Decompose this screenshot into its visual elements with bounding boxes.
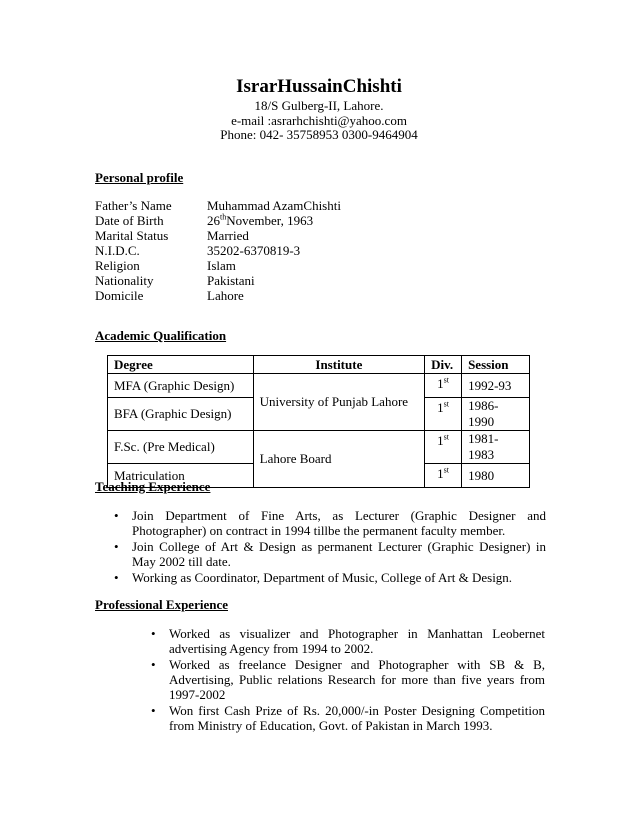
- profile-label: N.I.D.C.: [95, 243, 140, 258]
- list-item-text: Join College of Art & Design as permanent Lecturer (Graphic Designer) in May 2002 till date.: [132, 539, 546, 569]
- profile-value: Islam: [207, 258, 236, 273]
- column-header-institute: Institute: [253, 356, 424, 374]
- column-header-session: Session: [462, 356, 530, 374]
- bullet-icon: •: [114, 508, 119, 523]
- bullet-icon: •: [114, 570, 119, 585]
- profile-label: Religion: [95, 258, 140, 273]
- profile-value: Pakistani: [207, 273, 255, 288]
- list-item: [147, 703, 545, 733]
- div-suffix: st: [443, 399, 449, 409]
- bullet-icon: •: [114, 539, 119, 554]
- list-item: [110, 508, 546, 538]
- email-line: e-mail :asrarhchishti@yahoo.com: [231, 113, 407, 128]
- div-value: 1: [437, 400, 444, 415]
- teaching-heading: Teaching Experience: [95, 479, 211, 494]
- degree-cell: Matriculation: [108, 464, 254, 488]
- div-suffix: st: [443, 432, 449, 442]
- bullet-icon: •: [151, 626, 156, 641]
- degree-cell: F.Sc. (Pre Medical): [108, 431, 254, 464]
- table-row: [108, 431, 530, 464]
- degree-cell: BFA (Graphic Design): [108, 398, 254, 431]
- bullet-icon: •: [151, 657, 156, 672]
- list-item-text: Won first Cash Prize of Rs. 20,000/-in Poster Designing Competition from Ministry of Education, Govt. of Pakistan in March 1993.: [169, 703, 545, 733]
- list-item: [147, 626, 545, 656]
- profile-label: Date of Birth: [95, 213, 164, 228]
- degree-cell: MFA (Graphic Design): [108, 374, 254, 398]
- bullet-icon: •: [151, 703, 156, 718]
- list-item: [110, 539, 546, 569]
- div-cell: [425, 464, 462, 488]
- table-row: [108, 374, 530, 398]
- address-line: 18/S Gulberg-II, Lahore.: [254, 98, 384, 113]
- institute-cell: University of Punjab Lahore: [253, 374, 424, 431]
- academic-table: [107, 355, 530, 488]
- div-suffix: st: [443, 375, 449, 385]
- column-header-degree: Degree: [108, 356, 254, 374]
- profile-value: Muhammad AzamChishti: [207, 198, 341, 213]
- session-cell: 1980: [462, 464, 530, 488]
- profile-value-dob: [207, 213, 313, 228]
- profile-value: Married: [207, 228, 249, 243]
- personal-profile-heading: Personal profile: [95, 170, 184, 185]
- profile-label: Father’s Name: [95, 198, 172, 213]
- table-header-row: [108, 356, 530, 374]
- div-value: 1: [437, 466, 444, 481]
- list-item: [110, 570, 546, 585]
- phone-line: Phone: 042- 35758953 0300-9464904: [220, 127, 418, 142]
- academic-heading: Academic Qualification: [95, 328, 227, 343]
- list-item-text: Worked as freelance Designer and Photographer with SB & B, Advertising, Public relations Research for more than five years from 1997-2002: [169, 657, 545, 702]
- div-cell: [425, 374, 462, 398]
- dob-day: 26: [207, 213, 220, 228]
- list-item-text: Worked as visualizer and Photographer in Manhattan Leobernet advertising Agency from 1994 to 2002.: [169, 626, 545, 656]
- div-suffix: st: [443, 465, 449, 475]
- list-item-text: Working as Coordinator, Department of Music, College of Art & Design.: [132, 570, 513, 585]
- column-header-div: Div.: [425, 356, 462, 374]
- professional-heading: Professional Experience: [95, 597, 228, 612]
- div-cell: [425, 398, 462, 431]
- resume-name: IsrarHussainChishti: [236, 76, 402, 97]
- list-item-text: Join Department of Fine Arts, as Lecturer (Graphic Designer and Photographer) on contract in 1994 tillbe the permanent faculty member.: [132, 508, 546, 538]
- profile-label: Nationality: [95, 273, 154, 288]
- profile-label: Domicile: [95, 288, 144, 303]
- professional-list: [147, 626, 545, 734]
- session-cell: 1986-1990: [462, 398, 530, 431]
- div-value: 1: [437, 376, 444, 391]
- session-cell: 1981-1983: [462, 431, 530, 464]
- div-value: 1: [437, 433, 444, 448]
- dob-rest: November, 1963: [226, 213, 314, 228]
- profile-label: Marital Status: [95, 228, 169, 243]
- div-cell: [425, 431, 462, 464]
- profile-value: Lahore: [207, 288, 244, 303]
- teaching-list: [110, 508, 546, 586]
- dob-day-suffix: th: [220, 212, 227, 222]
- institute-cell: Lahore Board: [253, 431, 424, 488]
- list-item: [147, 657, 545, 702]
- profile-value: 35202-6370819-3: [207, 243, 301, 258]
- session-cell: 1992-93: [462, 374, 530, 398]
